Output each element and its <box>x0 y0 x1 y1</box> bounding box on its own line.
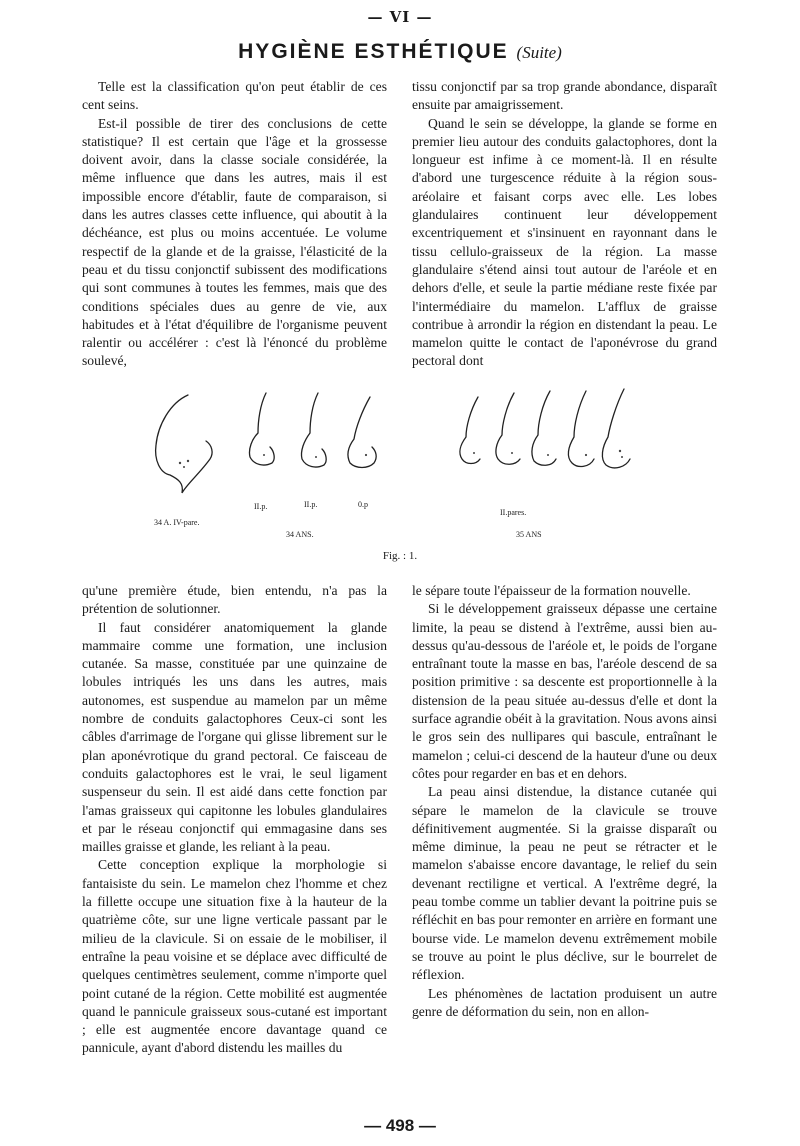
paragraph: Quand le sein se développe, la glande se forme en premier lieu autour des conduits galactophores, dont la longueur est infime à ce moment-là. Il en résulte d'abord une turgescence réduite à la région sous-aréolaire et faisant corps avec elle. Les lobes glandulaires continuent leur développement excentriquement et s'insinuent en rayonnant dans le tissu cellulo-graisseux de la région. La masse glandulaire s'étend ainsi tout autour de l'aréole et en dehors d'elle, et seule la partie médiane reste fixée par l'intermédiaire du mamelon. L'afflux de graisse contribue à arrondir la région en distendant la peau. Le mamelon quitte le contact de l'aponévrose du grand pectoral dont <box>412 115 717 369</box>
profile-sketch-8 <box>568 391 594 466</box>
paragraph: Si le développement graisseux dépasse une certaine limite, la peau se distend à l'extrême, aussi bien au-dessus qu'au-dessous de l'aréole et, le poids de l'organe entraînant toute la masse en bas, l'aréole descend de sa position primitive : sa descente est proportionnelle à la distension de la peau située au-dessus d'elle et dont la surface agrandie obéit à la gravitation. Nous avons ainsi le gros sein des nullipares qui bascule, entraînant le mamelon ; celui-ci descend de la hauteur d'une ou deux côtes pour regarder en bas et en dehors. <box>412 601 717 781</box>
column-top-left <box>82 78 387 371</box>
paragraph: Cette conception explique la morphologie si fantaisiste du sein. Le mamelon chez l'homme et chez la fillette occupe une situation fixe à la hauteur de la quatrième côte, sur une ligne verticale passant par le milieu de la clavicule. Si on essaie de le mobiliser, il entraîne la peau voisine et se déplace avec difficulté de quelques centimètres seulement, comme n'importe quel point cutané de la région. Cette mobilité est augmentée quand le pannicule graisseux sous-cutané est important ; elle est augmentée encore davantage quand ce pannicule, ayant d'abord distendu les mailles du <box>82 857 387 1056</box>
figure-breast-profiles <box>140 375 660 565</box>
profile-sketch-2 <box>249 393 274 465</box>
figure-label: 34 A. IV-pare. <box>154 518 200 527</box>
paragraph: Il faut considérer anatomiquement la glande mammaire comme une formation, une inclusion cutanée. Sa masse, constituée par une quinzaine de lobules intriqués les uns dans les autres, mais autonomes, est suspendue au mamelon par un même nombre de conduits galactophores Ceux-ci sont les câbles d'arrimage de l'organe qui glisse librement sur le plan aponévrotique du grand pectoral. Ce faisceau de conduits galactophores est le vrai, le seul ligament suspenseur du sein. Il est aidé dans cette fonction par l'amas graisseux qui capitonne les lobules glandulaires et par le réseau conjonctif qui emmagasine dans ses mailles graisse et glande, les reliant à la peau. <box>82 619 387 855</box>
title-suite: (Suite) <box>516 43 562 62</box>
figure-caption: Fig. : 1. <box>382 550 418 562</box>
paragraph: Telle est la classification qu'on peut établir de ces cent seins. <box>82 79 387 113</box>
profile-sketch-3 <box>301 393 326 467</box>
figure-label: II.pares. <box>500 508 527 517</box>
paragraph: tissu conjonctif par sa trop grande abondance, disparaît ensuite par amaigrissement. <box>412 79 717 113</box>
profile-sketch-6 <box>496 393 520 464</box>
figure-label: 35 ANS <box>516 530 542 539</box>
paragraph: Les phénomènes de lactation produisent un autre genre de déformation du sein, non en allon- <box>412 985 717 1019</box>
paragraph: qu'une première étude, bien entendu, n'a pas la prétention de solutionner. <box>82 583 387 617</box>
figure-label: 0.p <box>358 500 368 509</box>
figure-drawing <box>140 375 660 545</box>
profile-sketch-1 <box>156 395 212 493</box>
profile-sketch-9 <box>602 389 630 468</box>
title-text: HYGIÈNE ESTHÉTIQUE <box>238 40 509 63</box>
profile-sketch-7 <box>532 391 556 465</box>
figure-label: II.p. <box>304 500 318 509</box>
column-bottom-left <box>82 582 387 1058</box>
column-top-right <box>412 78 717 371</box>
paragraph: La peau ainsi distendue, la distance cutanée qui sépare le mamelon de la clavicule se trouve définitivement augmentée. Si la graisse disparaît ou même diminue, la peau ne peut se rétracter et le mamelon s'abaisse encore davantage, le relief du sein devenant rectiligne et vertical. A l'extrême degré, la peau tombe comme un tablier devant la poitrine puis se réfléchit en bas pour remonter en arrière en formant une bourse vide. Le mamelon devenu extrêmement mobile se trouve au point le plus déclive, sur le bourrelet de réflexion. <box>412 784 717 983</box>
profile-sketch-4 <box>348 397 376 468</box>
figure-label: 34 ANS. <box>286 530 314 539</box>
folio-roman: — VI — <box>367 8 433 26</box>
profile-sketch-5 <box>460 397 480 464</box>
column-bottom-right <box>412 582 717 1021</box>
paragraph: le sépare toute l'épaisseur de la formation nouvelle. <box>412 583 691 598</box>
page-number: — 498 — <box>364 1116 436 1135</box>
paragraph: Est-il possible de tirer des conclusions de cette statistique? Il est certain que l'âge et la grossesse doivent avoir, dans la classe sociale considérée, la même influence que dans les autres, mais il est impossible encore d'établir, faute de comparaison, si dans les autres classes cette influence, qui aboutit à la déchéance, est plus ou moins accentuée. Le volume respectif de la glande et de la graisse, l'élasticité de la peau et du tissu conjonctif subissent des modifications qui sont communes à toutes les femmes, mais que des conditions spéciales dues au genre de vie, aux habitudes et à l'état d'équilibre de l'organisme peuvent ralentir ou accélérer : c'est là l'énoncé du problème soulevé, <box>82 115 387 369</box>
figure-label: II.p. <box>254 502 268 511</box>
running-title <box>0 40 800 64</box>
